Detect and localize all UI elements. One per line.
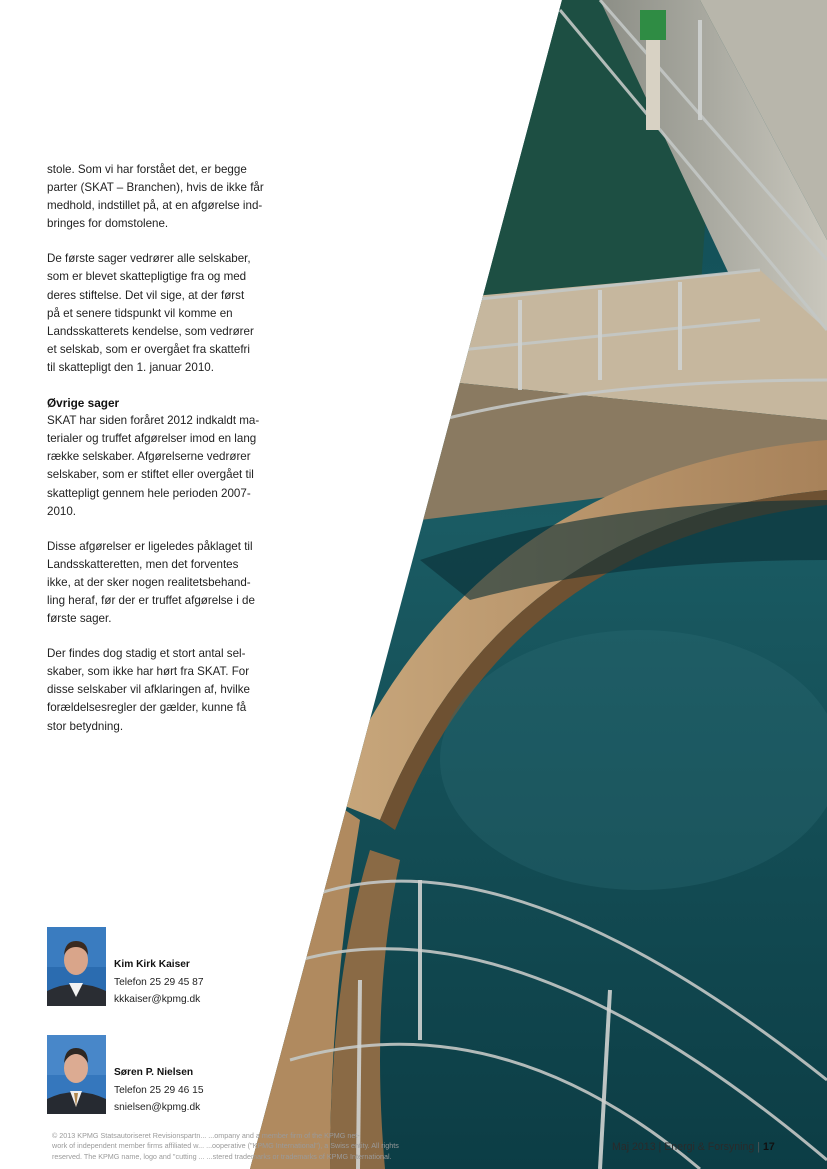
contact-portrait-photo <box>47 1035 106 1114</box>
contact-portrait-photo <box>47 927 106 1006</box>
text-line: skaber, som ikke har hørt fra SKAT. For <box>47 665 250 679</box>
text-line: et selskab, som er overgået fra skattefri <box>47 342 250 356</box>
paragraph-2 <box>47 250 287 377</box>
legal-line: reserved. The KPMG name, logo and "cutting ... ...stered trademarks or trademarks of KPMG International. <box>52 1151 392 1161</box>
contact-email[interactable]: snielsen@kpmg.dk <box>114 1102 201 1114</box>
paragraph-1 <box>47 161 287 233</box>
contact-phone: Telefon 25 29 46 15 <box>114 1084 204 1096</box>
text-line: første sager. <box>47 612 112 626</box>
contact-details <box>114 927 204 1009</box>
text-line: til skattepligt den 1. januar 2010. <box>47 360 214 374</box>
text-line: på et senere tidspunkt vil komme en <box>47 306 233 320</box>
section-heading: Øvrige sager <box>47 396 120 411</box>
text-line: skattepligt gennem hele perioden 2007- <box>47 486 251 500</box>
folio-separator: | <box>757 1141 763 1153</box>
page-folio <box>612 1141 775 1153</box>
text-line: række selskaber. Afgørelserne vedrører <box>47 450 251 464</box>
text-line: terialer og truffet afgørelser imod en lang <box>47 432 257 446</box>
contact-card <box>47 1035 204 1117</box>
text-line: disse selskaber vil afklaringen af, hvilke <box>47 683 250 697</box>
text-line: Landsskatteretten, men det forventes <box>47 557 239 571</box>
text-line: forældelsesregler der gælder, kunne få <box>47 701 247 715</box>
text-line: De første sager vedrører alle selskaber, <box>47 252 251 266</box>
text-line: deres stiftelse. Det vil sige, at der først <box>47 288 245 302</box>
text-line: stor betydning. <box>47 719 124 733</box>
legal-line: work of independent member firms affiliated w... ...ooperative ("KPMG International"), a Swiss entity. All rights <box>52 1141 399 1151</box>
text-line: parter (SKAT – Branchen), hvis de ikke får <box>47 181 264 195</box>
text-line: medhold, indstillet på, at en afgørelse ind- <box>47 199 263 213</box>
contact-phone: Telefon 25 29 45 87 <box>114 976 204 988</box>
text-line: stole. Som vi har forstået det, er begge <box>47 163 247 176</box>
contact-details <box>114 1035 204 1117</box>
text-line: selskaber, som er stiftet eller overgået til <box>47 468 254 482</box>
paragraph-3 <box>47 394 287 521</box>
text-line: som er blevet skattepligtige fra og med <box>47 270 247 284</box>
contact-name: Kim Kirk Kaiser <box>114 959 190 970</box>
text-line: Disse afgørelser er ligeledes påklaget til <box>47 539 253 553</box>
legal-line: © 2013 KPMG Statsautoriseret Revisionspartn... ...ompany and a member firm of the KPMG net- <box>52 1131 360 1140</box>
contact-card <box>47 927 204 1009</box>
page-number: 17 <box>762 1141 775 1153</box>
text-line: SKAT har siden foråret 2012 indkaldt ma- <box>47 414 260 428</box>
text-line: Der findes dog stadig et stort antal sel- <box>47 647 246 661</box>
copyright-notice <box>52 1131 532 1162</box>
text-line: bringes for domstolene. <box>47 217 169 231</box>
publication-label: Maj 2013 | Energi & Forsyning <box>612 1141 755 1153</box>
paragraph-4 <box>47 538 287 628</box>
article-text-column <box>47 161 287 753</box>
paragraph-5 <box>47 645 287 735</box>
text-line: 2010. <box>47 504 77 518</box>
contact-name: Søren P. Nielsen <box>114 1067 194 1078</box>
text-line: ikke, at der sker nogen realitetsbehand- <box>47 575 251 589</box>
contact-email[interactable]: kkkaiser@kpmg.dk <box>114 994 201 1006</box>
text-line: ling heraf, før der er truffet afgørelse i de <box>47 593 255 607</box>
text-line: Landsskatterets kendelse, som vedrører <box>47 324 254 338</box>
